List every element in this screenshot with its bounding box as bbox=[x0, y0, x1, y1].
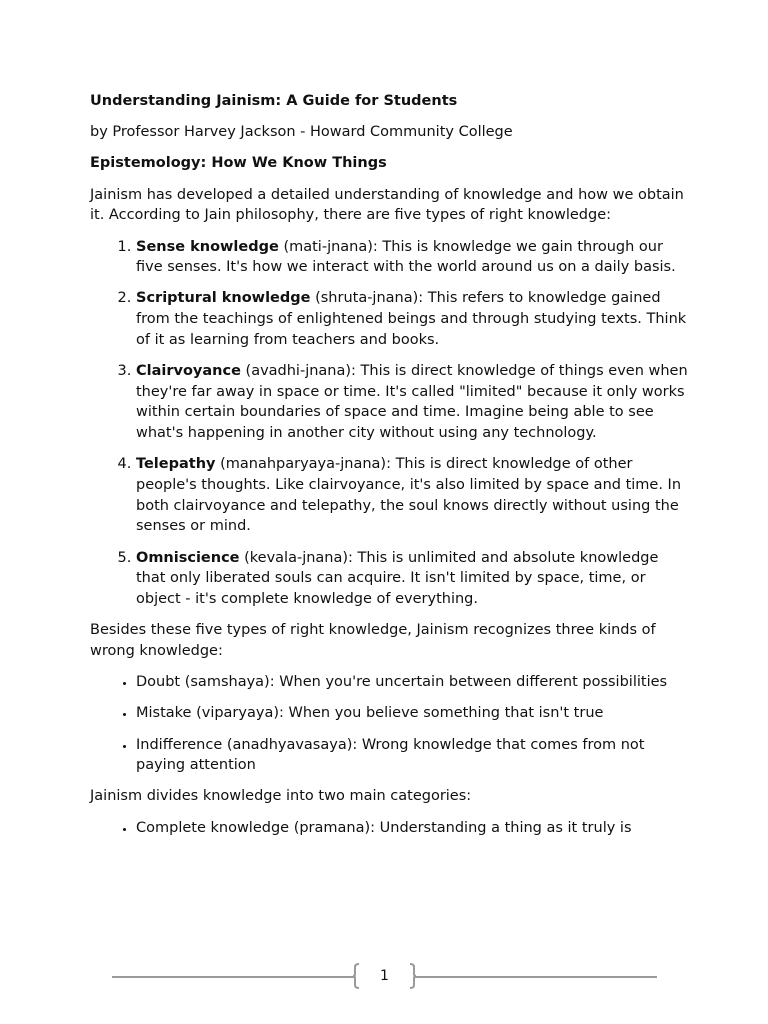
list-item bbox=[136, 454, 690, 537]
right-knowledge-list bbox=[90, 237, 690, 610]
list-item: • Indifference (anadhyavasaya): Wrong knowledge that comes from not paying attention bbox=[136, 735, 690, 776]
footer-rule-left bbox=[112, 976, 355, 978]
wrong-knowledge-intro: Besides these five types of right knowledge, Jainism recognizes three kinds of wrong knowledge: bbox=[90, 622, 656, 659]
page-number: 1 bbox=[380, 968, 389, 984]
list-item bbox=[136, 361, 690, 444]
list-item-text: (kevala-jnana): This is unlimited and absolute knowledge that only liberated souls can acquire. It isn't limited by space, time, or object - it's complete knowledge of everything. bbox=[136, 549, 659, 608]
section-heading: Epistemology: How We Know Things bbox=[90, 155, 387, 172]
list-item bbox=[136, 237, 690, 278]
list-item-term: Clairvoyance bbox=[136, 363, 241, 380]
left-brace-icon bbox=[353, 963, 361, 989]
list-item-text: (mati-jnana): This is knowledge we gain through our five senses. It's how we interact with the world around us on a daily basis. bbox=[136, 238, 676, 276]
document-title: Understanding Jainism: A Guide for Students bbox=[90, 93, 458, 109]
list-item-text: (avadhi-jnana): This is direct knowledge of things even when they're far away in space or time. It's called "limited" because it only works within certain boundaries of space and time. Imagine being able to see what's happening in another city without using any technology. bbox=[136, 363, 688, 442]
list-item: • Doubt (samshaya): When you're uncertain between different possibilities bbox=[136, 672, 690, 693]
byline: by Professor Harvey Jackson - Howard Community College bbox=[90, 124, 513, 141]
list-item-term: Omniscience bbox=[136, 549, 240, 566]
wrong-knowledge-list bbox=[90, 672, 690, 776]
list-item bbox=[136, 548, 690, 610]
categories-list bbox=[90, 818, 690, 839]
list-item-term: Scriptural knowledge bbox=[136, 290, 311, 307]
document-page bbox=[90, 91, 690, 849]
list-item-term: Sense knowledge bbox=[136, 238, 279, 255]
list-item-text: (shruta-jnana): This refers to knowledge gained from the teachings of enlightened beings and through studying texts. Think of it as learning from teachers and books. bbox=[136, 290, 687, 348]
list-item-term: Telepathy bbox=[136, 456, 216, 473]
list-item: • Mistake (viparyaya): When you believe something that isn't true bbox=[136, 703, 690, 724]
intro-paragraph: Jainism has developed a detailed understanding of knowledge and how we obtain it. According to Jain philosophy, there are five types of right knowledge: bbox=[90, 186, 684, 224]
list-item: • Complete knowledge (pramana): Understanding a thing as it truly is bbox=[136, 818, 690, 839]
list-item bbox=[136, 288, 690, 350]
categories-intro: Jainism divides knowledge into two main categories: bbox=[90, 788, 472, 805]
list-item-text: (manahparyaya-jnana): This is direct knowledge of other people's thoughts. Like clairvoyance, it's also limited by space and time. In both clairvoyance and telepathy, the soul knows directly without using the senses or mind. bbox=[136, 456, 682, 535]
footer-rule-right bbox=[414, 976, 657, 978]
page-footer bbox=[112, 963, 657, 991]
